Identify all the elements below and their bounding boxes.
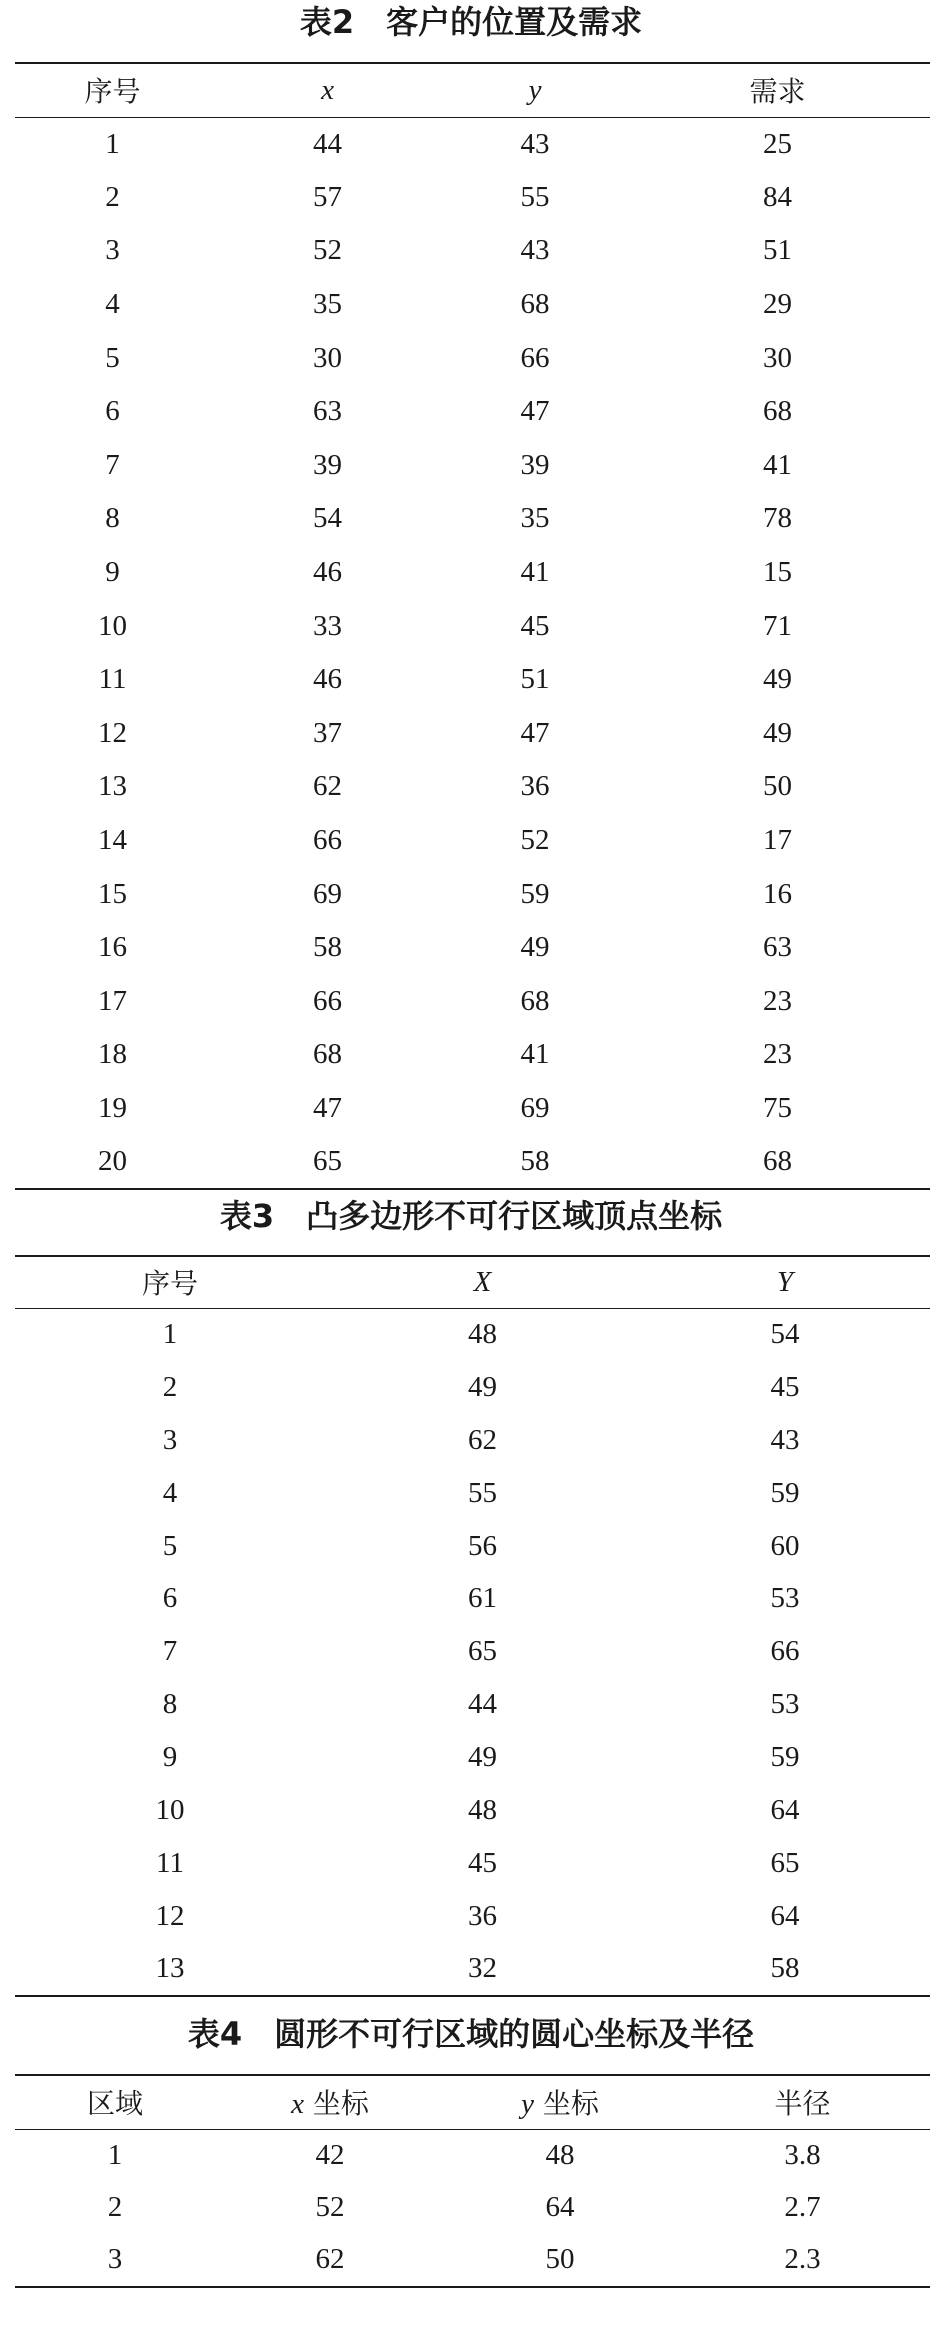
table-cell: 3 [105, 234, 120, 267]
table-cell: 16 [763, 877, 792, 910]
table-cell: 47 [313, 1091, 342, 1124]
table-cell: 15 [98, 877, 127, 910]
table-cell: 32 [468, 1952, 497, 1985]
table-cell: 4 [162, 1476, 178, 1509]
table-cell: 55 [520, 180, 550, 213]
table-cell: 1 [105, 127, 120, 160]
table-row [15, 546, 930, 600]
table-cell: 71 [763, 609, 792, 642]
table4-header-y-coord [445, 2075, 675, 2129]
table-cell: 33 [313, 609, 342, 642]
table2-header-row [15, 63, 930, 117]
table-cell: 23 [763, 1038, 792, 1071]
table-cell: 6 [105, 395, 120, 428]
table2-header-demand: 需求 [749, 75, 806, 109]
table-cell: 17 [98, 984, 127, 1017]
table-cell: 63 [313, 395, 342, 428]
table-cell: 66 [313, 824, 342, 857]
table-row [15, 1890, 930, 1943]
table-row [15, 867, 930, 921]
table-row [15, 1028, 930, 1082]
table-row [15, 1467, 930, 1520]
table-cell: 11 [156, 1846, 184, 1879]
table-cell: 68 [763, 1145, 792, 1178]
table-cell: 58 [770, 1952, 800, 1985]
table-cell: 50 [763, 770, 792, 803]
table3-header-index: 序号 [141, 1267, 198, 1301]
table-row [15, 1731, 930, 1784]
table3-header-row [15, 1256, 930, 1308]
table-cell: 53 [770, 1582, 800, 1615]
table-cell: 59 [770, 1741, 800, 1774]
table-cell: 13 [98, 770, 127, 803]
table-row [15, 2234, 930, 2287]
table2 [15, 62, 930, 1190]
table-cell: 16 [98, 931, 127, 964]
table-cell: 6 [162, 1582, 178, 1615]
table4-title: 表4 圆形不可行区域的圆心坐标及半径 [187, 2015, 755, 2053]
table-row [15, 975, 930, 1029]
table-cell: 48 [545, 2139, 575, 2171]
table-cell: 49 [468, 1370, 497, 1403]
table-cell: 15 [763, 556, 792, 589]
table-cell: 41 [520, 556, 550, 589]
table-cell: 41 [763, 448, 792, 481]
table-row [15, 1414, 930, 1467]
table-cell: 45 [468, 1846, 497, 1879]
table-cell: 78 [763, 502, 792, 535]
table-cell: 12 [155, 1899, 185, 1932]
table-cell: 51 [763, 234, 792, 267]
table-cell: 49 [763, 716, 792, 749]
table-cell: 13 [155, 1952, 185, 1985]
table-cell: 52 [313, 234, 342, 267]
table-cell: 2 [162, 1370, 178, 1403]
table2-body [15, 117, 930, 1189]
table-row [15, 492, 930, 546]
table-cell: 5 [105, 341, 120, 374]
table-cell: 30 [763, 341, 792, 374]
table-cell: 45 [770, 1370, 800, 1403]
table2-title: 表2 客户的位置及需求 [299, 3, 643, 41]
table-cell: 52 [315, 2191, 345, 2224]
table4-header-y-var: y [521, 2088, 534, 2121]
table4 [15, 2074, 930, 2288]
table-row [15, 1135, 930, 1189]
table-cell: 36 [468, 1899, 497, 1932]
table-cell: 57 [313, 180, 342, 213]
table-cell: 47 [520, 716, 550, 749]
table3-header-x: X [473, 1265, 492, 1298]
table-cell: 54 [313, 502, 342, 535]
table-cell: 30 [313, 341, 342, 374]
table3-title: 表3 凸多边形不可行区域顶点坐标 [219, 1197, 723, 1235]
table-cell: 68 [520, 984, 550, 1017]
table-cell: 65 [468, 1635, 497, 1668]
table-cell: 1 [107, 2139, 123, 2171]
table-cell: 53 [770, 1688, 800, 1721]
table-cell: 43 [520, 234, 550, 267]
table-cell: 35 [520, 502, 550, 535]
table-cell: 44 [313, 127, 342, 160]
table-cell: 10 [155, 1793, 185, 1826]
table4-header-y-suffix: 坐标 [533, 2087, 599, 2121]
table-cell: 46 [313, 663, 342, 696]
table-cell: 41 [520, 1038, 550, 1071]
table-cell: 55 [468, 1476, 497, 1509]
table-cell: 50 [545, 2243, 575, 2276]
table4-header-x-suffix: 坐标 [303, 2087, 369, 2121]
table-row [15, 278, 930, 332]
table-row [15, 117, 930, 171]
table-cell: 44 [468, 1688, 497, 1721]
table-row [15, 1837, 930, 1890]
table-cell: 48 [468, 1793, 497, 1826]
table-row [15, 1308, 930, 1361]
table-row [15, 1943, 930, 1996]
table-cell: 9 [162, 1741, 178, 1774]
table-cell: 49 [520, 931, 550, 964]
table-cell: 66 [520, 341, 550, 374]
table-cell: 39 [520, 448, 550, 481]
table-cell: 65 [770, 1846, 800, 1879]
table-cell: 23 [763, 984, 792, 1017]
table4-header-x-var: x [291, 2088, 304, 2121]
table-row [15, 171, 930, 225]
table-cell: 45 [520, 609, 550, 642]
table-row [15, 760, 930, 814]
table-row [15, 385, 930, 439]
table-cell: 36 [520, 770, 550, 803]
table-cell: 43 [520, 127, 550, 160]
table4-header-region: 区域 [86, 2087, 143, 2121]
table-row [15, 707, 930, 761]
table-row [15, 2182, 930, 2235]
table-cell: 7 [162, 1635, 178, 1668]
table-row [15, 1082, 930, 1136]
table2-header-x: x [321, 73, 334, 106]
table2-header-y: y [528, 73, 542, 106]
table-cell: 60 [770, 1529, 800, 1562]
table-cell: 2.7 [784, 2191, 821, 2224]
table-row [15, 921, 930, 975]
table-row [15, 1625, 930, 1678]
table-cell: 47 [520, 395, 550, 428]
table-cell: 62 [313, 770, 342, 803]
table-cell: 49 [468, 1741, 497, 1774]
table-row [15, 2129, 930, 2182]
table-cell: 59 [770, 1476, 800, 1509]
table-cell: 75 [763, 1091, 792, 1124]
table-cell: 4 [105, 288, 120, 321]
table-cell: 68 [313, 1038, 342, 1071]
table-cell: 10 [98, 609, 127, 642]
table-cell: 66 [313, 984, 342, 1017]
table-cell: 3.8 [784, 2139, 821, 2171]
table-row [15, 1572, 930, 1625]
table-cell: 9 [105, 556, 120, 589]
table-row [15, 1678, 930, 1731]
table-row [15, 224, 930, 278]
table-cell: 7 [105, 448, 120, 481]
table-cell: 2.3 [784, 2243, 821, 2276]
table-cell: 39 [313, 448, 342, 481]
table4-header-x-coord [215, 2075, 445, 2129]
table-row [15, 1361, 930, 1414]
table-cell: 29 [763, 288, 792, 321]
table-cell: 58 [520, 1145, 550, 1178]
table-cell: 46 [313, 556, 342, 589]
table-cell: 84 [763, 180, 792, 213]
table-cell: 68 [520, 288, 550, 321]
table-cell: 59 [520, 877, 550, 910]
table-cell: 8 [162, 1688, 178, 1721]
table-cell: 42 [315, 2139, 345, 2171]
table-cell: 12 [98, 716, 127, 749]
table-cell: 56 [468, 1529, 497, 1562]
table-cell: 64 [770, 1793, 800, 1826]
table-row [15, 814, 930, 868]
table-cell: 51 [520, 663, 550, 696]
table-cell: 19 [98, 1091, 127, 1124]
table-cell: 20 [98, 1145, 127, 1178]
table-row [15, 1784, 930, 1837]
table-cell: 3 [162, 1423, 178, 1456]
table-cell: 11 [98, 663, 127, 696]
table-cell: 52 [520, 824, 550, 857]
table-cell: 48 [468, 1318, 497, 1351]
table-cell: 61 [468, 1582, 497, 1615]
table-cell: 54 [770, 1318, 800, 1351]
table-cell: 66 [770, 1635, 800, 1668]
table-cell: 1 [162, 1318, 178, 1351]
table-cell: 62 [468, 1423, 497, 1456]
table3-body [15, 1308, 930, 1996]
table-cell: 62 [315, 2243, 345, 2276]
table3-header-y: Y [776, 1265, 794, 1298]
table-cell: 64 [545, 2191, 575, 2224]
table-cell: 37 [313, 716, 342, 749]
table-cell: 14 [98, 824, 127, 857]
table-cell: 25 [763, 127, 792, 160]
table-cell: 17 [763, 824, 792, 857]
table-cell: 64 [770, 1899, 800, 1932]
table-row [15, 331, 930, 385]
table-row [15, 599, 930, 653]
table3 [15, 1255, 930, 1997]
table4-header-radius: 半径 [774, 2087, 831, 2121]
table-row [15, 1520, 930, 1573]
table-cell: 8 [105, 502, 120, 535]
table-cell: 35 [313, 288, 342, 321]
table-row [15, 653, 930, 707]
table-cell: 43 [770, 1423, 800, 1456]
table-cell: 68 [763, 395, 792, 428]
table4-body [15, 2129, 930, 2287]
table-cell: 65 [313, 1145, 342, 1178]
table-row [15, 439, 930, 493]
table-cell: 18 [98, 1038, 127, 1071]
table-cell: 63 [763, 931, 792, 964]
table2-header-index: 序号 [84, 75, 141, 109]
table-cell: 3 [107, 2243, 123, 2276]
table-cell: 69 [313, 877, 342, 910]
table-cell: 5 [162, 1529, 178, 1562]
table-cell: 2 [107, 2191, 123, 2224]
table-cell: 69 [520, 1091, 550, 1124]
table-cell: 2 [105, 180, 120, 213]
table-cell: 58 [313, 931, 342, 964]
table4-header-row [15, 2075, 930, 2129]
table-cell: 49 [763, 663, 792, 696]
